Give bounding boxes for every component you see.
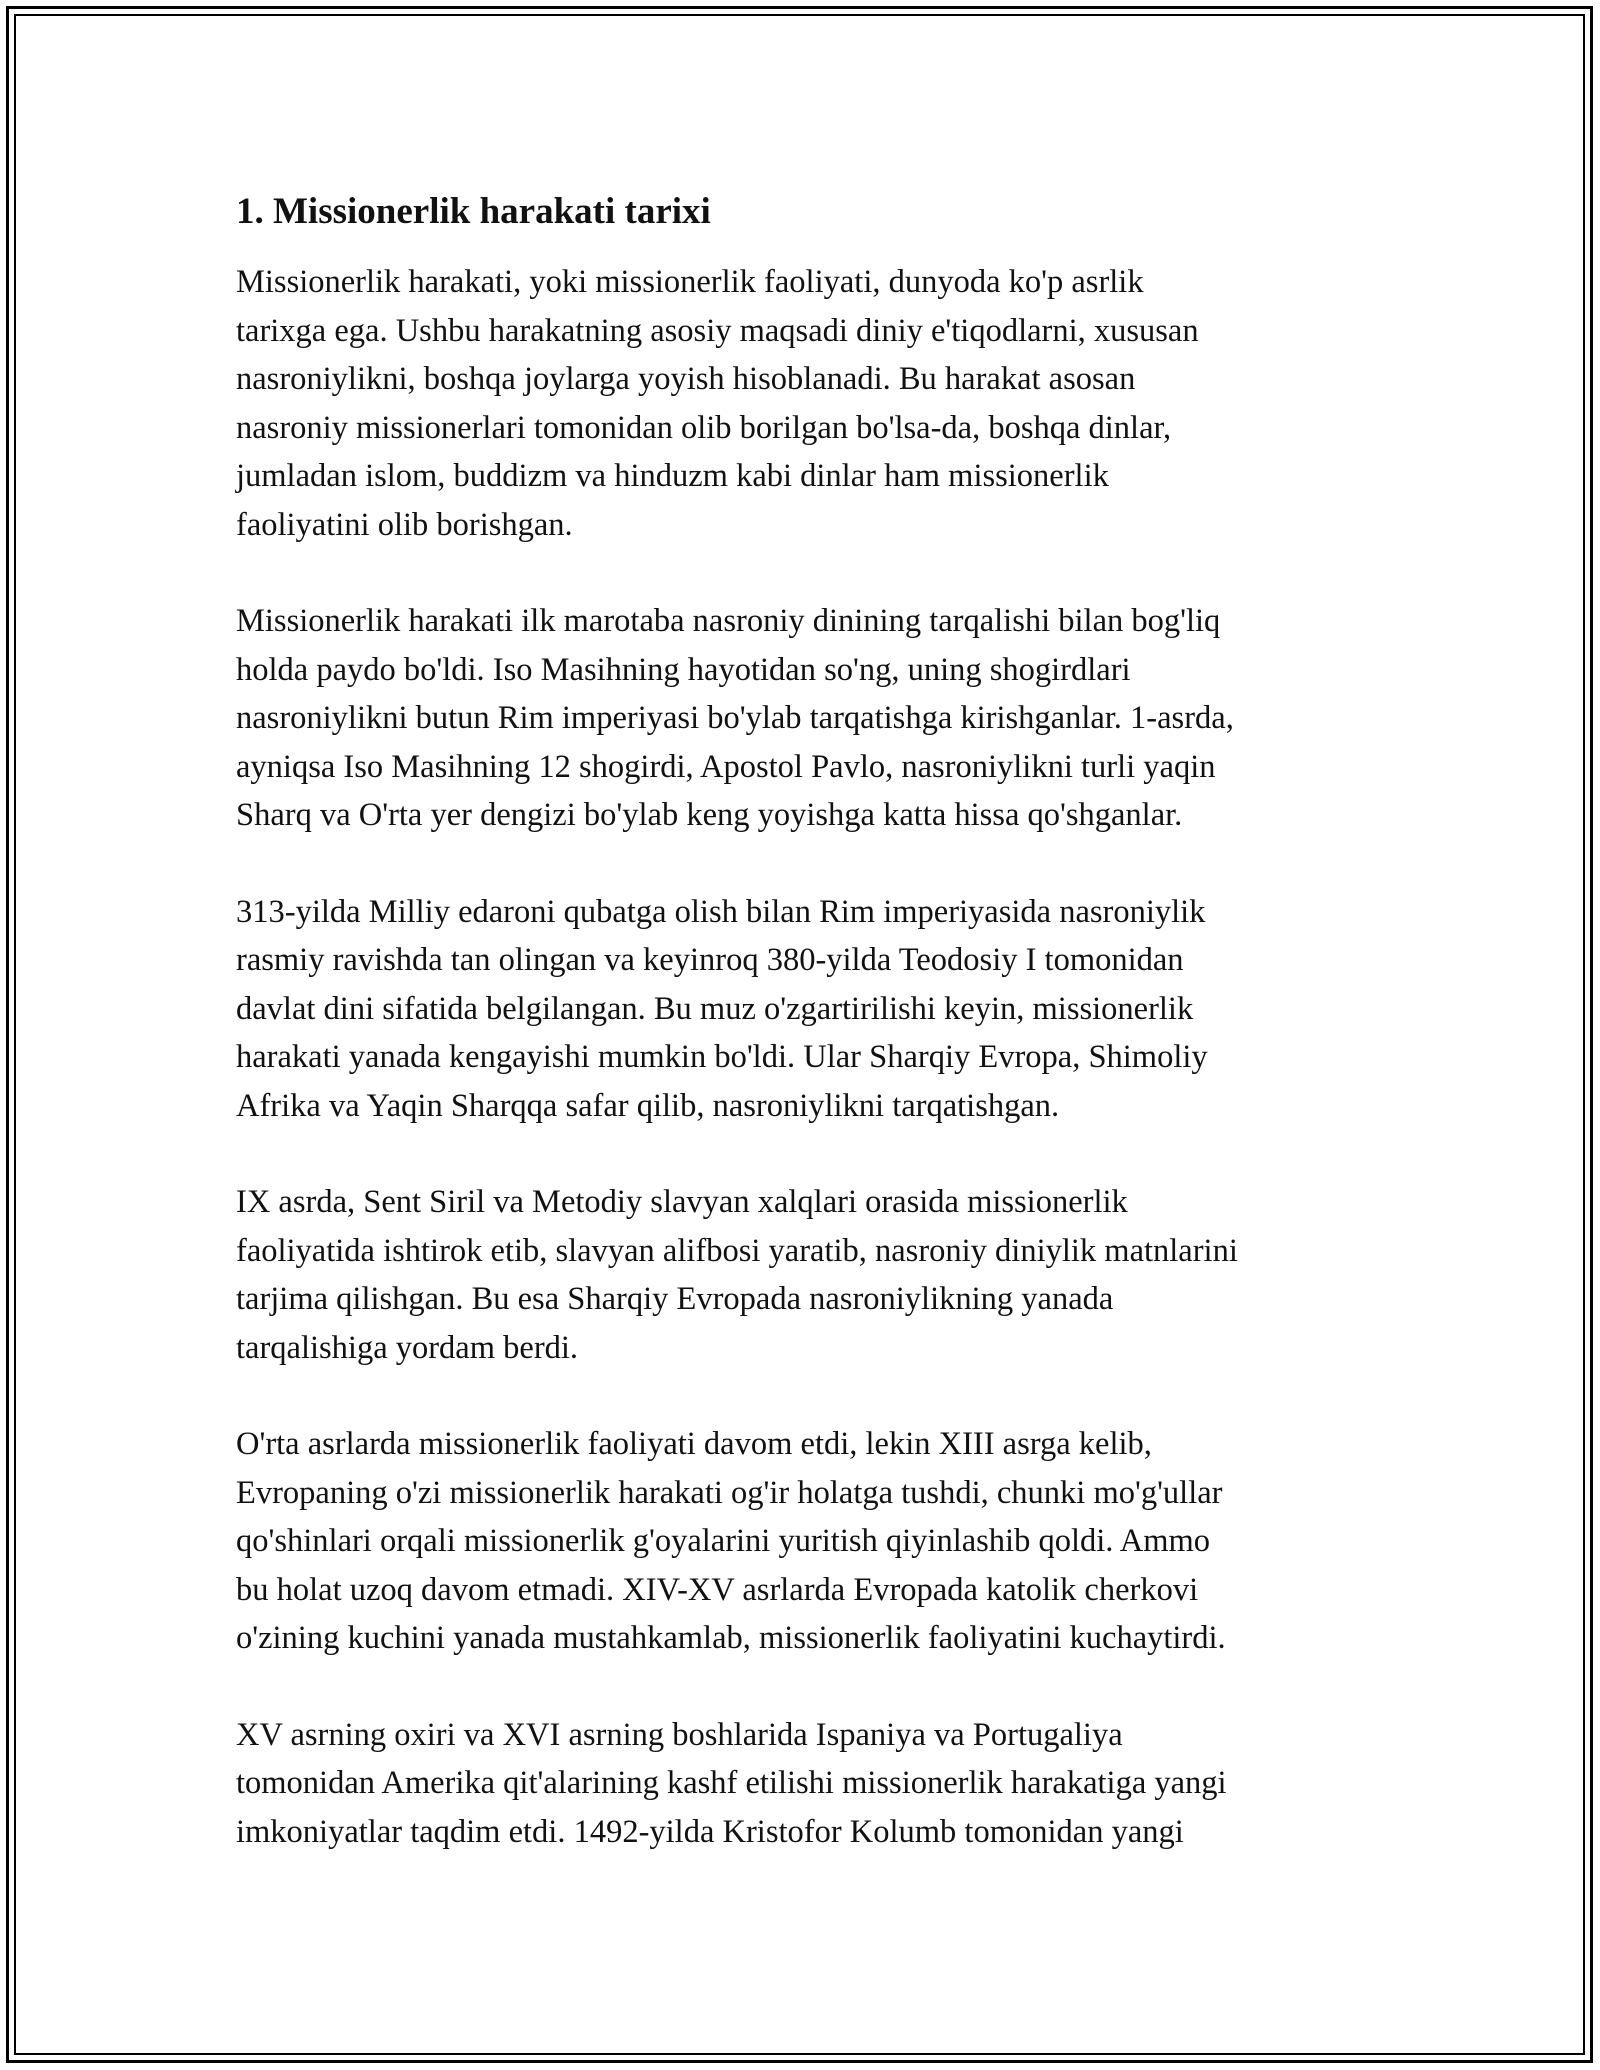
paragraph-3: 313-yilda Milliy edaroni qubatga olish bilan Rim imperiyasida nasroniylik rasmiy ravishda tan olingan va keyinroq 380-yilda Teodosiy I tomonidan davlat dini sifatida belgilangan. Bu muz o'zgartirilishi keyin, missionerlik harakati yanada kengayishi mumkin bo'ldi. Ular Sharqiy Evropa, Shimoliy Afrika va Yaqin Sharqqa safar qilib, nasroniylikni tarqatishgan. [236,893,1208,1124]
paragraph-4: IX asrda, Sent Siril va Metodiy slavyan xalqlari orasida missionerlik faoliyatida ishtirok etib, slavyan alifbosi yaratib, nasroniy diniylik matnlarini tarjima qilishgan. Bu esa Sharqiy Evropada nasroniylikning yanada tarqalishiga yordam berdi. [236,1184,1238,1366]
paragraph-6: XV asrning oxiri va XVI asrning boshlarida Ispaniya va Portugaliya tomonidan Amerika qit'alarining kashf etilishi missionerlik harakatiga yangi imkoniyatlar taqdim etdi. 1492-yilda Kristofor Kolumb tomonidan yangi [236,1716,1227,1850]
paragraph-2: Missionerlik harakati ilk marotaba nasroniy dinining tarqalishi bilan bog'liq holda paydo bo'ldi. Iso Masihning hayotidan so'ng, uning shogirdlari nasroniylikni butun Rim imperiyasi bo'ylab tarqatishga kirishganlar. 1-asrda, ayniqsa Iso Masihning 12 shogirdi, Apostol Pavlo, nasroniylikni turli yaqin Sharq va O'rta yer dengizi bo'ylab keng yoyishga katta hissa qo'shganlar. [236,603,1234,833]
document-body [236,188,1376,1904]
paragraph-1: Missionerlik harakati, yoki missionerlik faoliyati, dunyoda ko'p asrlik tarixga ega. Ushbu harakatning asosiy maqsadi diniy e'tiqodlarni, xususan nasroniylikni, boshqa joylarga yoyish hisoblanadi. Bu harakat asosan nasroniy missionerlari tomonidan olib borilgan bo'lsa-da, boshqa dinlar, jumladan islom, buddizm va hinduzm kabi dinlar ham missionerlik faoliyatini olib borishgan. [236,264,1199,543]
paragraph-5: O'rta asrlarda missionerlik faoliyati davom etdi, lekin XIII asrga kelib, Evropaning o'zi missionerlik harakati og'ir holatga tushdi, chunki mo'g'ullar qo'shinlari orqali missionerlik g'oyalarini yuritish qiyinlashib qoldi. Ammo bu holat uzoq davom etmadi. XIV-XV asrlarda Evropada katolik cherkovi o'zining kuchini yanada mustahkamlab, missionerlik faoliyatini kuchaytirdi. [236,1426,1226,1656]
section-heading: 1. Missionerlik harakati tarixi [236,191,711,232]
